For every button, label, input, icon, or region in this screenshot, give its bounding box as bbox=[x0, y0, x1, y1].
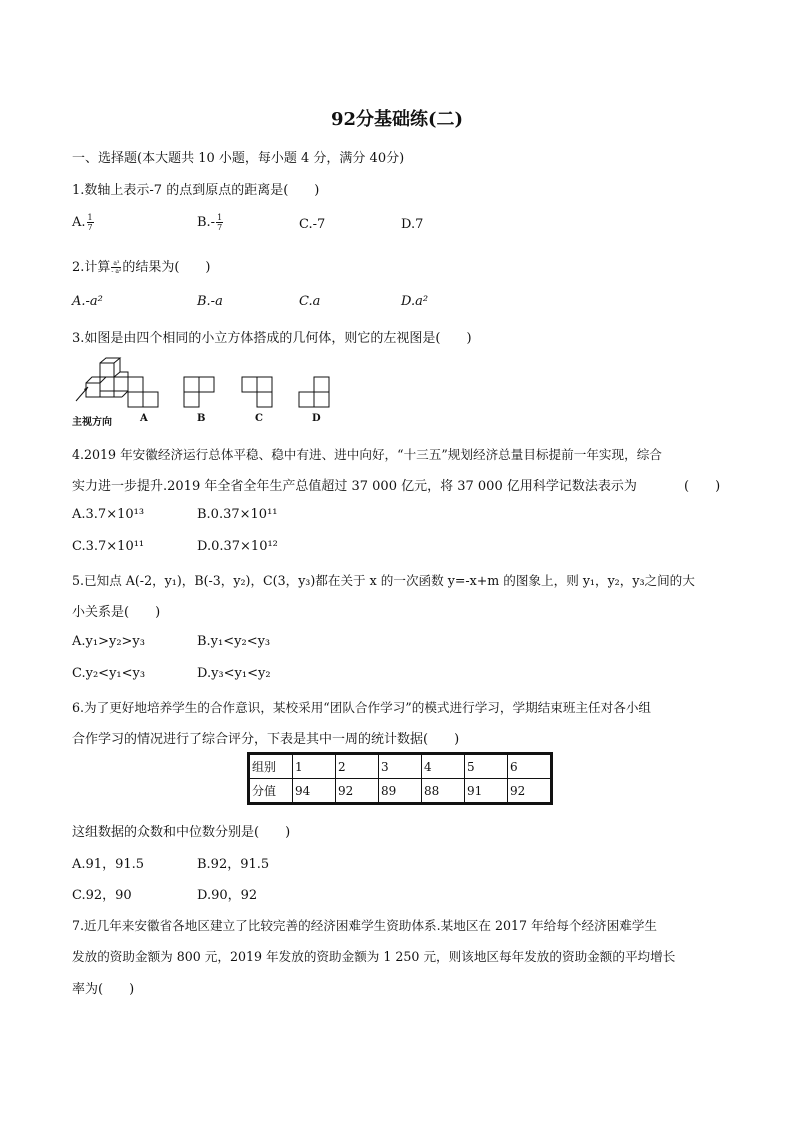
question-1-stem: 1.数轴上表示-7 的点到原点的距离是( ) bbox=[72, 183, 320, 198]
q6-stats-table bbox=[247, 752, 553, 805]
q1-option-a-prefix: A. bbox=[72, 215, 86, 230]
question-7-line-2: 发放的资助金额为 800 元，2019 年发放的资助金额为 1 250 元，则该地区每年发放的资助金额的平均增长 bbox=[72, 949, 676, 964]
q4-option-d[interactable]: D.0.37×10¹² bbox=[197, 539, 278, 554]
q3-view-c-label: C bbox=[255, 413, 263, 424]
table-cell: 91 bbox=[465, 779, 508, 804]
table-cell: 92 bbox=[508, 779, 552, 804]
q4-option-b[interactable]: B.0.37×10¹¹ bbox=[197, 507, 278, 522]
table-cell: 分值 bbox=[249, 779, 293, 804]
question-6-line-1: 6.为了更好地培养学生的合作意识，某校采用“团队合作学习”的模式进行学习，学期结束班主任对各小组 bbox=[72, 700, 652, 715]
q2-stem-post: 的结果为( ) bbox=[122, 260, 211, 275]
question-7-line-1: 7.近几年来安徽省各地区建立了比较完善的经济困难学生资助体系.某地区在 2017 年给每个经济困难学生 bbox=[72, 918, 658, 933]
question-7-line-3: 率为( ) bbox=[72, 982, 135, 997]
q5-option-b[interactable]: B.y₁<y₂<y₃ bbox=[197, 634, 271, 649]
table-cell: 3 bbox=[379, 754, 422, 779]
table-cell: 1 bbox=[293, 754, 336, 779]
page-title: 92分基础练(二) bbox=[330, 109, 464, 130]
question-5-line-2: 小关系是( ) bbox=[72, 605, 161, 620]
q1-option-b[interactable] bbox=[197, 213, 224, 232]
question-6-after-table: 这组数据的众数和中位数分别是( ) bbox=[72, 825, 291, 840]
section-heading: 一、选择题(本大题共 10 小题，每小题 4 分，满分 40分) bbox=[72, 151, 405, 166]
q6-option-d[interactable]: D.90，92 bbox=[197, 888, 258, 903]
q3-view-d-figure[interactable] bbox=[298, 376, 330, 410]
q4-option-c[interactable]: C.3.7×10¹¹ bbox=[72, 539, 145, 554]
table-header-row bbox=[249, 754, 552, 779]
q2-option-a[interactable]: A.-a² bbox=[72, 294, 103, 309]
table-cell: 组别 bbox=[249, 754, 293, 779]
q1-option-b-den: 7 bbox=[217, 223, 223, 232]
q5-option-c[interactable]: C.y₂<y₁<y₃ bbox=[72, 666, 146, 681]
q3-view-b-label: B bbox=[197, 413, 206, 424]
table-cell: 92 bbox=[336, 779, 379, 804]
q4-option-a[interactable]: A.3.7×10¹³ bbox=[72, 507, 145, 522]
question-4-paren: ( ) bbox=[684, 479, 721, 494]
q6-option-b[interactable]: B.92，91.5 bbox=[197, 857, 270, 872]
q1-option-b-num: 1 bbox=[217, 213, 223, 222]
q3-view-a-label: A bbox=[140, 413, 148, 424]
q3-view-c-figure[interactable] bbox=[241, 376, 273, 410]
q1-option-a-den: 7 bbox=[87, 223, 93, 232]
question-4-line-2: 实力进一步提升.2019 年全省全年生产总值超过 37 000 亿元，将 37 000 亿用科学记数法表示为 bbox=[72, 479, 637, 494]
question-2-stem bbox=[72, 256, 210, 275]
q1-option-a[interactable] bbox=[72, 213, 95, 232]
table-cell: 89 bbox=[379, 779, 422, 804]
table-cell: 5 bbox=[465, 754, 508, 779]
question-6-line-2: 合作学习的情况进行了综合评分，下表是其中一周的统计数据( ) bbox=[72, 732, 460, 747]
table-cell: 88 bbox=[422, 779, 465, 804]
q2-fraction-num: a³ bbox=[113, 260, 120, 267]
table-cell: 2 bbox=[336, 754, 379, 779]
question-4-line-1: 4.2019 年安徽经济运行总体平稳、稳中有进、进中向好，“十三五”规划经济总量目标提前一年实现，综合 bbox=[72, 447, 662, 462]
q1-option-b-fraction bbox=[216, 213, 223, 232]
q3-direction-caption: 主视方向 bbox=[72, 417, 112, 428]
q5-option-d[interactable]: D.y₃<y₁<y₂ bbox=[197, 666, 271, 681]
q2-fraction-den: - a² bbox=[111, 268, 122, 275]
q3-view-a-figure[interactable] bbox=[127, 376, 159, 410]
q2-stem-pre: 2.计算 bbox=[72, 260, 111, 275]
q2-option-c[interactable]: C.a bbox=[299, 294, 321, 309]
q3-view-d-label: D bbox=[312, 413, 321, 424]
q2-option-d[interactable]: D.a² bbox=[401, 294, 429, 309]
q1-option-a-num: 1 bbox=[87, 213, 93, 222]
q5-option-a[interactable]: A.y₁>y₂>y₃ bbox=[72, 634, 145, 649]
q1-option-c[interactable]: C.-7 bbox=[299, 217, 326, 232]
table-cell: 4 bbox=[422, 754, 465, 779]
q1-option-d[interactable]: D.7 bbox=[401, 217, 424, 232]
question-5-line-1: 5.已知点 A(-2，y₁)，B(-3，y₂)，C(3，y₃)都在关于 x 的一次函数 y=-x+m 的图象上，则 y₁，y₂，y₃之间的大 bbox=[72, 573, 695, 588]
q3-view-b-figure[interactable] bbox=[183, 376, 215, 410]
q2-option-b[interactable]: B.-a bbox=[197, 294, 223, 309]
q2-fraction bbox=[111, 260, 121, 275]
question-3-stem: 3.如图是由四个相同的小立方体搭成的几何体，则它的左视图是( ) bbox=[72, 331, 472, 346]
q6-option-a[interactable]: A.91，91.5 bbox=[72, 857, 145, 872]
table-row bbox=[249, 779, 552, 804]
table-cell: 94 bbox=[293, 779, 336, 804]
q1-option-b-prefix: B.- bbox=[197, 215, 216, 230]
q1-option-a-fraction bbox=[87, 213, 94, 232]
q6-option-c[interactable]: C.92，90 bbox=[72, 888, 132, 903]
table-cell: 6 bbox=[508, 754, 552, 779]
q3-solid-figure bbox=[72, 357, 132, 412]
